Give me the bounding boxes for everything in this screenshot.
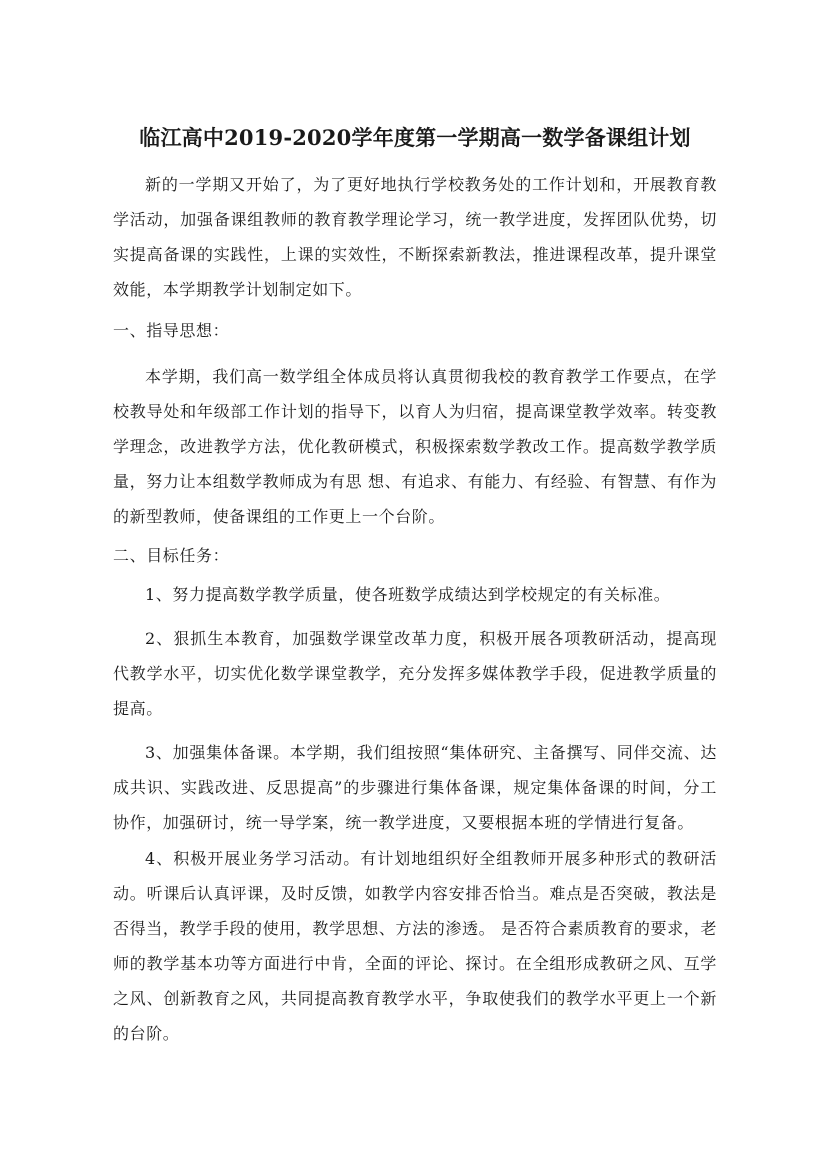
guiding-ideology-paragraph: 本学期，我们高一数学组全体成员将认真贯彻我校的教育教学工作要点，在学校教导处和年级部工作计划的指导下，以育人为归宿，提高课堂教学效率。转变教学理念，改进教学方法，优化教研模式，积极探索数学教改工作。提高数学教学质量，努力让本组数学教师成为有思 想、有追求、有能力、有经验、有智慧、有作为的新型教师，使备课组的工作更上一个台阶。	[113, 367, 717, 526]
task-item-4: 4、积极开展业务学习活动。有计划地组织好全组教师开展多种形式的教研活动。听课后认真评课，及时反馈，如教学内容安排否恰当。难点是否突破，教法是否得当，教学手段的使用，教学思想、方法的渗透。 是否符合素质教育的要求，老师的教学基本功等方面进行中肯，全面的评论、探讨。在全组形成教研之风、互学之风、创新教育之风，共同提高教育教学水平，争取使我们的教学水平更上一个新的台阶。	[113, 849, 717, 1043]
section-heading-guiding-ideology: 一、指导思想：	[113, 321, 230, 340]
document-title: 临江高中2019-2020学年度第一学期高一数学备课组计划	[139, 125, 691, 150]
task-item-3: 3、加强集体备课。本学期，我们组按照“集体研究、主备撰写、同伴交流、达成共识、实践改进、反思提高”的步骤进行集体备课，规定集体备课的时间，分工协作，加强研讨，统一导学案，统一教学进度，又要根据本班的学情进行复备。	[113, 743, 717, 832]
task-item-2: 2、狠抓生本教育，加强数学课堂改革力度，积极开展各项教研活动，提高现代教学水平，切实优化数学课堂教学，充分发挥多媒体教学手段，促进教学质量的提高。	[113, 629, 717, 718]
task-item-1: 1、努力提高数学教学质量，使各班数学成绩达到学校规定的有关标准。	[145, 585, 671, 604]
section-heading-target-tasks: 二、目标任务：	[113, 546, 230, 565]
intro-paragraph: 新的一学期又开始了，为了更好地执行学校教务处的工作计划和，开展教育教学活动，加强备课组教师的教育教学理论学习，统一教学进度，发挥团队优势，切实提高备课的实践性，上课的实效性，不断探索新教法，推进课程改革，提升课堂效能，本学期教学计划制定如下。	[113, 175, 717, 299]
